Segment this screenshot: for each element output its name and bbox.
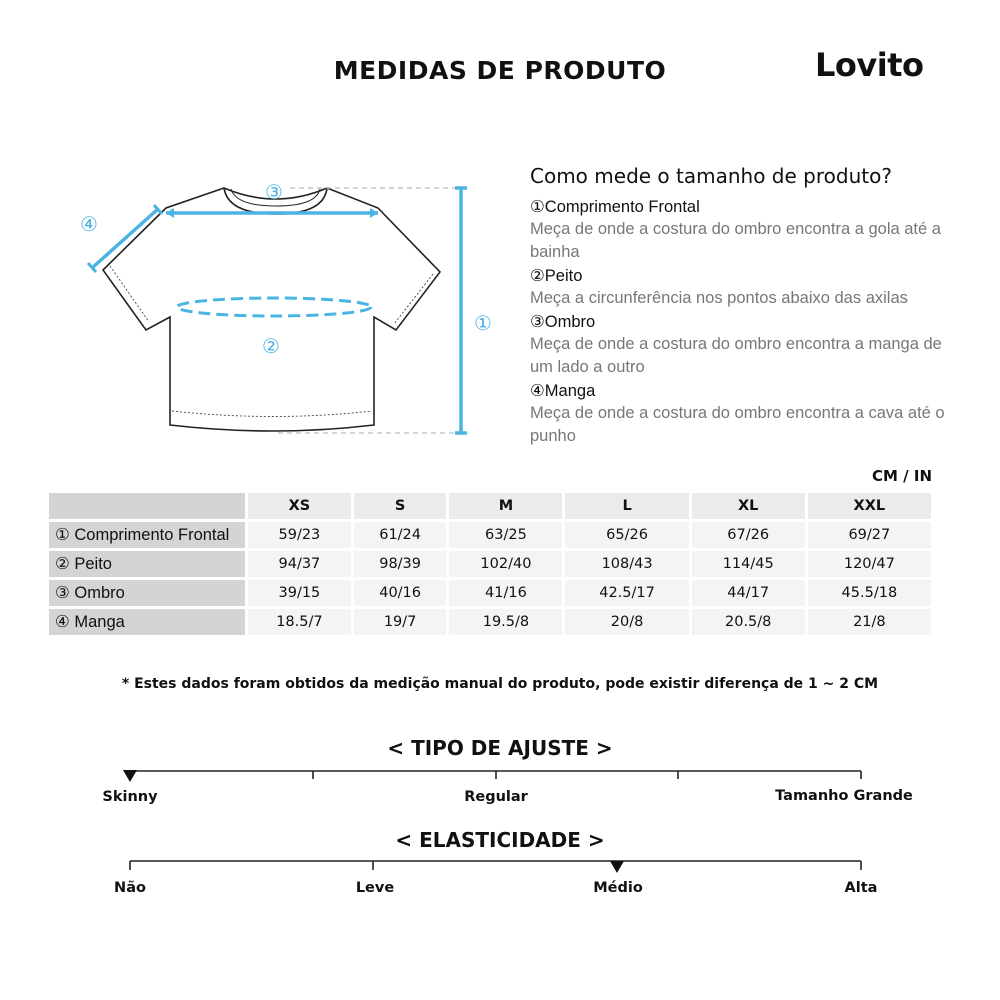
size-header: XL: [692, 493, 805, 519]
table-cell: 42.5/17: [565, 580, 688, 606]
size-header-row: [49, 493, 931, 519]
table-cell: 41/16: [449, 580, 562, 606]
fit-type-title: < TIPO DE AJUSTE >: [387, 736, 613, 760]
table-cell: 19.5/8: [449, 609, 562, 635]
measurement-note: * Estes dados foram obtidos da medição manual do produto, pode existir diferença de 1 ~ 2 CM: [121, 676, 879, 692]
row-label: ② Peito: [49, 551, 245, 577]
table-cell: 120/47: [808, 551, 931, 577]
table-cell: 40/16: [354, 580, 447, 606]
fit-label-regular: Regular: [464, 789, 528, 805]
row-label: ③ Ombro: [49, 580, 245, 606]
size-header: M: [449, 493, 562, 519]
table-cell: 18.5/7: [248, 609, 351, 635]
measure-desc-shoulder: Meça de onde a costura do ombro encontra a manga de um lado a outro: [530, 335, 942, 376]
table-cell: 21/8: [808, 609, 931, 635]
table-cell: 98/39: [354, 551, 447, 577]
measure-guide: [530, 164, 950, 449]
marker-1: ①: [474, 311, 492, 335]
table-cell: 45.5/18: [808, 580, 931, 606]
table-cell: 108/43: [565, 551, 688, 577]
elasticity-label-none: Não: [114, 880, 146, 896]
brand-logo: Lovito: [815, 46, 924, 84]
table-cell: 67/26: [692, 522, 805, 548]
table-cell: 59/23: [248, 522, 351, 548]
table-row: [49, 522, 931, 548]
elasticity-label-medium: Médio: [593, 880, 643, 896]
fit-label-large: Tamanho Grande: [775, 788, 913, 804]
measure-desc-sleeve: Meça de onde a costura do ombro encontra a cava até o punho: [530, 404, 945, 445]
table-cell: 44/17: [692, 580, 805, 606]
elasticity-title: < ELASTICIDADE >: [395, 828, 605, 852]
row-label: ④ Manga: [49, 609, 245, 635]
table-cell: 102/40: [449, 551, 562, 577]
row-label: ① Comprimento Frontal: [49, 522, 245, 548]
table-cell: 69/27: [808, 522, 931, 548]
measure-heading: Como mede o tamanho de produto?: [530, 164, 892, 188]
size-header: L: [565, 493, 688, 519]
table-cell: 20/8: [565, 609, 688, 635]
unit-label: CM / IN: [872, 467, 932, 485]
tshirt-diagram: [70, 170, 510, 450]
marker-2: ②: [262, 334, 280, 358]
table-cell: 114/45: [692, 551, 805, 577]
table-row: [49, 580, 931, 606]
table-corner: [49, 493, 245, 519]
measure-name-length: ①Comprimento Frontal: [530, 198, 700, 216]
size-header: XS: [248, 493, 351, 519]
table-row: [49, 551, 931, 577]
table-cell: 39/15: [248, 580, 351, 606]
elasticity-marker: [610, 861, 624, 873]
marker-4: ④: [80, 212, 98, 236]
measure-desc-length: Meça de onde a costura do ombro encontra a gola até a bainha: [530, 220, 941, 261]
table-cell: 20.5/8: [692, 609, 805, 635]
size-header: S: [354, 493, 447, 519]
measure-name-shoulder: ③Ombro: [530, 313, 596, 331]
table-cell: 61/24: [354, 522, 447, 548]
measure-name-chest: ②Peito: [530, 267, 583, 285]
table-cell: 65/26: [565, 522, 688, 548]
table-cell: 19/7: [354, 609, 447, 635]
table-cell: 63/25: [449, 522, 562, 548]
measure-desc-chest: Meça a circunferência nos pontos abaixo das axilas: [530, 289, 908, 307]
elasticity-label-high: Alta: [844, 880, 878, 896]
measure-name-sleeve: ④Manga: [530, 382, 596, 400]
table-cell: 94/37: [248, 551, 351, 577]
page-title: MEDIDAS DE PRODUTO: [333, 56, 667, 85]
tshirt-outline: [103, 188, 440, 431]
table-row: [49, 609, 931, 635]
size-table: [46, 490, 934, 638]
fit-type-marker: [123, 770, 137, 782]
marker-3: ③: [265, 180, 283, 204]
size-header: XXL: [808, 493, 931, 519]
fit-label-skinny: Skinny: [102, 789, 158, 805]
elasticity-label-light: Leve: [355, 880, 395, 896]
